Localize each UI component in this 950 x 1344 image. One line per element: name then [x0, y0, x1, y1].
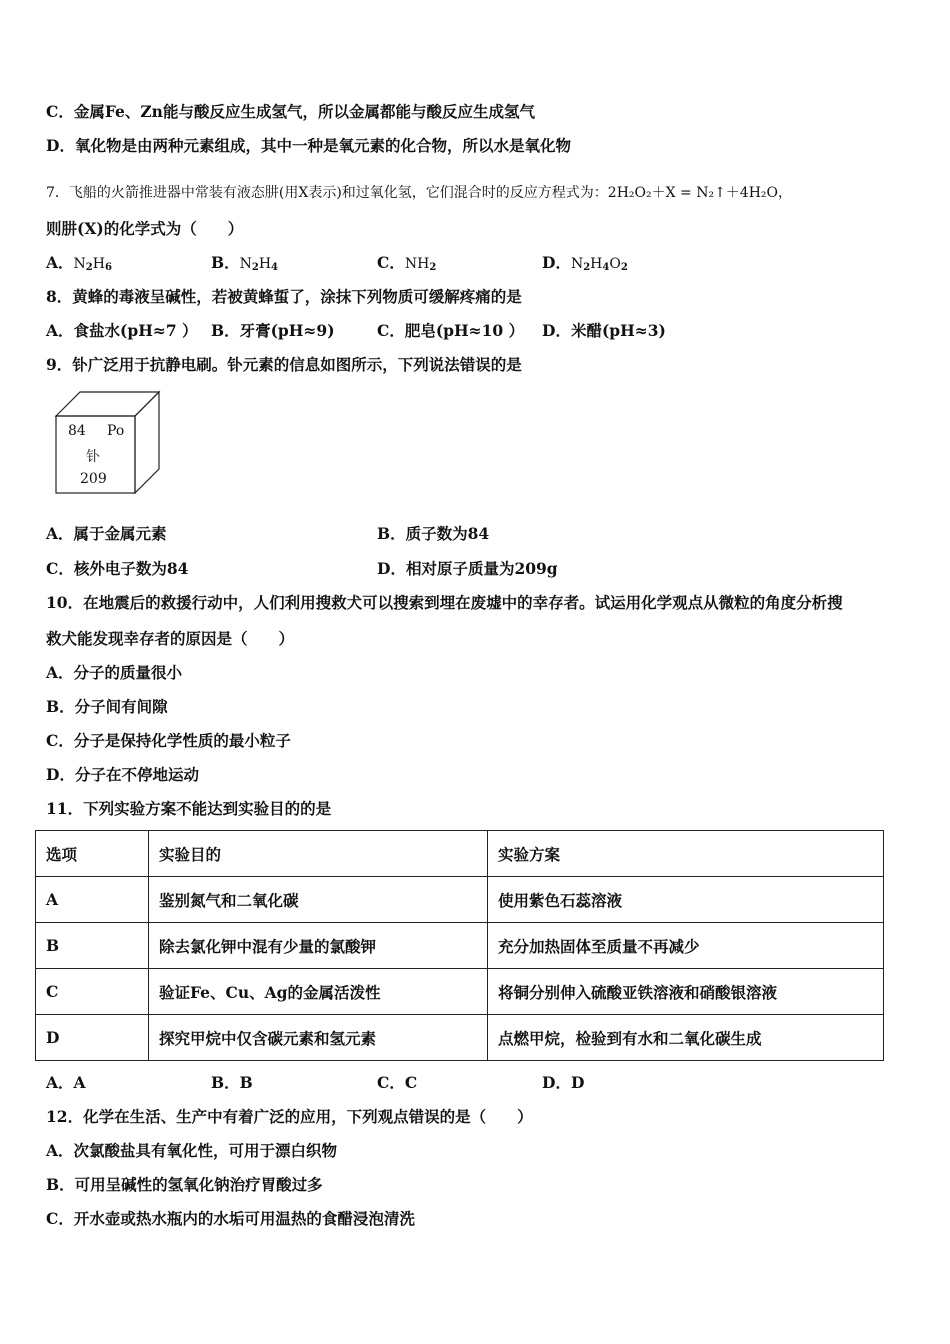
q8-option-a: A．食盐水(pH≈7 ）	[46, 321, 198, 340]
table-cell: 使用紫色石蕊溶液	[488, 877, 884, 923]
q7-option-b: B．$N_2H_4$	[211, 253, 279, 273]
table-row	[36, 877, 884, 923]
table-cell: 验证Fe、Cu、Ag的金属活泼性	[149, 969, 488, 1015]
table-header-cell: 实验方案	[488, 831, 884, 877]
table-cell: 将铜分别伸入硫酸亚铁溶液和硝酸银溶液	[488, 969, 884, 1015]
table-cell: 探究甲烷中仅含碳元素和氢元素	[149, 1015, 488, 1061]
q11-option-c: C．C	[377, 1073, 418, 1092]
q10-option-c: C．分子是保持化学性质的最小粒子	[46, 731, 291, 750]
q7-option-d: D．$N_2H_4O_2$	[542, 253, 628, 273]
table-cell: D	[36, 1015, 149, 1061]
q8-option-b: B．牙膏(pH≈9)	[211, 321, 335, 340]
q10-option-d: D．分子在不停地运动	[46, 765, 199, 784]
element-card	[54, 390, 162, 494]
q7-option-c: C．$NH_2$	[377, 253, 437, 273]
q10-stem-cont: 救犬能发现幸存者的原因是（ ）	[46, 629, 295, 648]
table-cell: 鉴别氮气和二氧化碳	[149, 877, 488, 923]
q7-option-a: A．$N_2H_6$	[46, 253, 112, 273]
experiment-table	[35, 830, 884, 1061]
table-cell: 充分加热固体至质量不再减少	[488, 923, 884, 969]
q8-option-d: D．米醋(pH≈3)	[542, 321, 666, 340]
q12-option-a: A．次氯酸盐具有氧化性，可用于漂白织物	[46, 1141, 338, 1160]
table-row	[36, 923, 884, 969]
q9-option-c: C．核外电子数为84	[46, 559, 189, 578]
table-cell: 除去氯化钾中混有少量的氯酸钾	[149, 923, 488, 969]
element-cube-outline	[54, 390, 162, 494]
q11-option-b: B．B	[211, 1073, 253, 1092]
table-cell: A	[36, 877, 149, 923]
q9-stem: 9．钋广泛用于抗静电刷。钋元素的信息如图所示，下列说法错误的是	[46, 355, 522, 374]
element-name: 钋	[86, 449, 100, 465]
q11-stem: 11．下列实验方案不能达到实验目的的是	[46, 799, 332, 818]
q12-stem: 12．化学在生活、生产中有着广泛的应用，下列观点错误的是（ ）	[46, 1107, 533, 1126]
q8-option-c: C．肥皂(pH≈10 ）	[377, 321, 525, 340]
q10-option-a: A．分子的质量很小	[46, 663, 183, 682]
table-header-cell: 实验目的	[149, 831, 488, 877]
element-symbol: Po	[107, 423, 125, 439]
table-row	[36, 969, 884, 1015]
q7-stem: 7．飞船的火箭推进器中常装有液态肼(用X表示)和过氧化氢，它们混合时的反应方程式为：2H₂O₂＋X = N₂↑＋4H₂O，	[46, 185, 793, 201]
q6-option-c: C．金属Fe、Zn能与酸反应生成氢气，所以金属都能与酸反应生成氢气	[46, 102, 535, 121]
q10-option-b: B．分子间有间隙	[46, 697, 168, 716]
table-header-cell: 选项	[36, 831, 149, 877]
q11-option-a: A．A	[46, 1073, 86, 1092]
q9-option-d: D．相对原子质量为209g	[377, 559, 558, 578]
q7-stem-cont: 则肼(X)的化学式为（ ）	[46, 219, 244, 238]
q9-option-b: B．质子数为84	[377, 524, 490, 543]
q9-option-a: A．属于金属元素	[46, 524, 167, 543]
table-cell: 点燃甲烷，检验到有水和二氧化碳生成	[488, 1015, 884, 1061]
q10-stem: 10．在地震后的救援行动中，人们利用搜救犬可以搜索到埋在废墟中的幸存者。试运用化学观点从微粒的角度分析搜	[46, 593, 843, 612]
q8-stem: 8．黄蜂的毒液呈碱性，若被黄蜂蜇了，涂抹下列物质可缓解疼痛的是	[46, 287, 522, 306]
q12-option-b: B．可用呈碱性的氢氧化钠治疗胃酸过多	[46, 1175, 323, 1194]
q11-option-d: D．D	[542, 1073, 585, 1092]
q12-option-c: C．开水壶或热水瓶内的水垢可用温热的食醋浸泡清洗	[46, 1209, 415, 1228]
table-row	[36, 1015, 884, 1061]
table-header-row	[36, 831, 884, 877]
element-mass: 209	[80, 471, 107, 487]
element-atomic-number: 84	[68, 423, 86, 439]
table-cell: C	[36, 969, 149, 1015]
q6-option-d: D．氧化物是由两种元素组成，其中一种是氧元素的化合物，所以水是氧化物	[46, 136, 571, 155]
table-cell: B	[36, 923, 149, 969]
